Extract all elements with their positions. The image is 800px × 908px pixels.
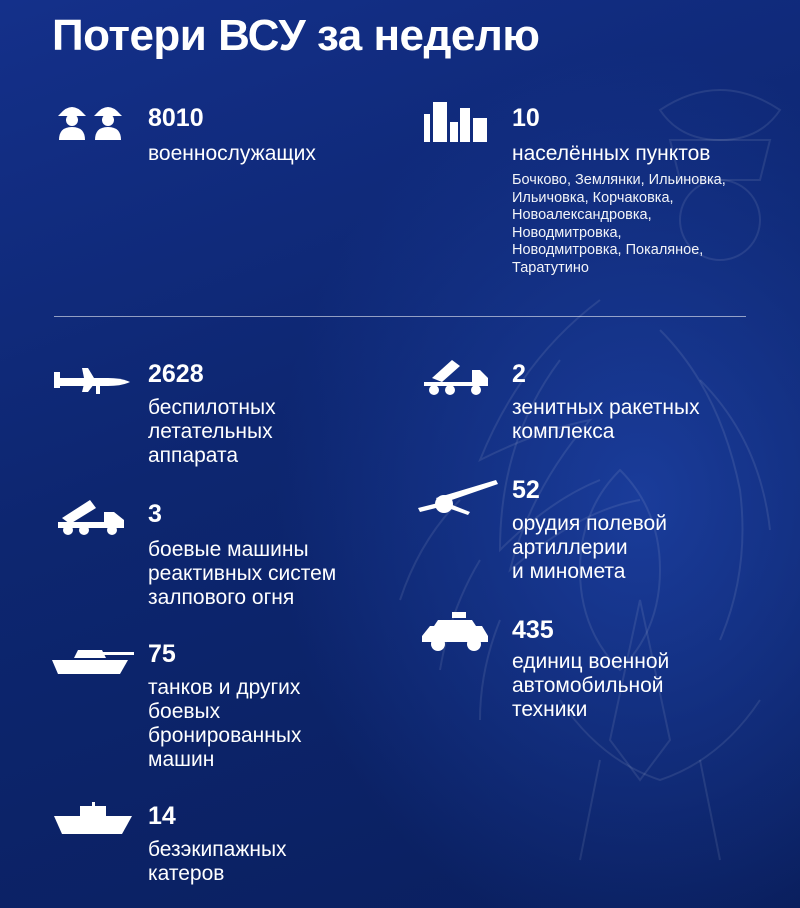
stat-label: танков и других боевых бронированных машин xyxy=(148,676,302,771)
armored-car-icon xyxy=(422,612,492,652)
stat-value: 52 xyxy=(512,476,540,504)
stat-value: 10 xyxy=(512,104,540,132)
stat-label: единиц военной автомобильной техники xyxy=(512,650,670,721)
stat-label: безэкипажных катеров xyxy=(148,838,287,885)
stat-artillery xyxy=(416,472,776,592)
tank-icon xyxy=(50,642,136,678)
boat-icon xyxy=(52,802,134,838)
stat-value: 14 xyxy=(148,802,176,830)
drone-icon xyxy=(52,362,132,398)
stat-label: орудия полевой артиллерии и миномета xyxy=(512,512,667,583)
stat-label: населённых пунктов xyxy=(512,142,711,165)
stat-vehicles xyxy=(422,612,782,722)
rocket-launcher-truck-icon xyxy=(56,496,126,536)
stat-value: 435 xyxy=(512,616,554,644)
settlements-list: Бочково, Землянки, Ильиновка, Ильичовка, Корчаковка, Новоалександровка, Новодмитровка, Новодмитровка, Покаляное, Таратутино xyxy=(512,172,726,276)
stat-value: 75 xyxy=(148,640,176,668)
buildings-icon xyxy=(424,100,488,142)
stat-label: беспилотных летательных аппарата xyxy=(148,396,276,467)
stat-drones xyxy=(52,358,352,468)
stat-label: зенитных ракетных комплекса xyxy=(512,396,700,443)
stat-settlements xyxy=(424,100,784,290)
stat-air-defense xyxy=(420,356,780,446)
howitzer-icon xyxy=(416,476,500,516)
missile-launcher-icon xyxy=(420,356,492,396)
stat-label: боевые машины реактивных систем залпового огня xyxy=(148,538,337,609)
stat-value: 8010 xyxy=(148,104,204,132)
soldiers-icon xyxy=(56,100,128,140)
stat-value: 2 xyxy=(512,360,526,388)
stat-value: 2628 xyxy=(148,360,204,388)
stat-value: 3 xyxy=(148,500,162,528)
stat-mlrs xyxy=(56,496,376,609)
page-title: Потери ВСУ за неделю xyxy=(52,11,540,60)
stat-tanks xyxy=(50,636,370,776)
section-divider xyxy=(54,316,746,317)
stat-label: военнослужащих xyxy=(148,142,316,165)
stat-boats xyxy=(52,800,372,890)
stat-personnel xyxy=(56,100,376,180)
